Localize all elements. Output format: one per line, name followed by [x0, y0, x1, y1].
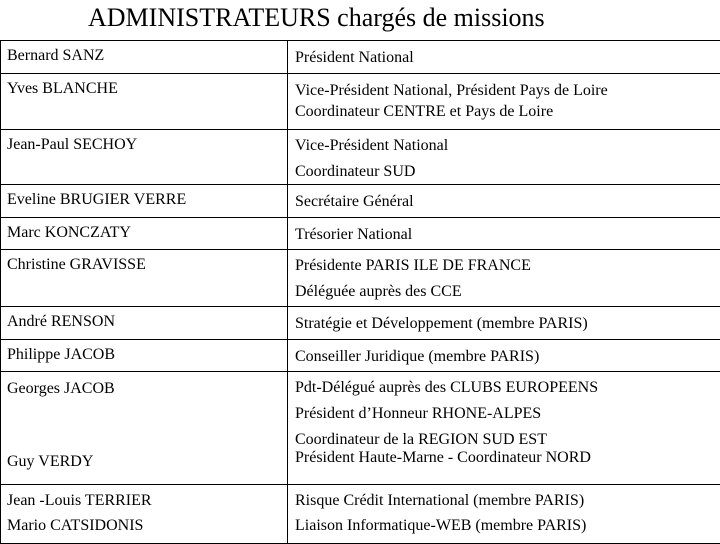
admin-role [288, 185, 720, 218]
admin-name: Georges JACOB [7, 378, 281, 399]
role-line: Vice-Président National, Président Pays de Loire [295, 80, 714, 101]
admin-name: Jean -Louis TERRIER [7, 491, 281, 511]
admin-role [288, 340, 720, 372]
admin-name: Marc KONCZATY [1, 218, 288, 250]
role-line: Conseiller Juridique (membre PARIS) [295, 346, 714, 367]
table-row [1, 340, 720, 372]
role-line: Président National [295, 47, 714, 68]
administrators-table [0, 40, 720, 544]
admin-role [288, 130, 720, 185]
admin-name: Philippe JACOB [1, 340, 288, 372]
role-line: Président Haute-Marne - Coordinateur NORD [295, 448, 714, 468]
role-line: Trésorier National [295, 224, 714, 245]
role-line: Coordinateur de la REGION SUD EST [295, 430, 714, 450]
admin-name: Eveline BRUGIER VERRE [1, 185, 288, 218]
admin-role [288, 250, 720, 307]
admin-name: Jean-Paul SECHOY [1, 130, 288, 185]
role-line: Vice-Président National [295, 136, 714, 156]
table-row [1, 250, 720, 307]
table-row [1, 372, 720, 485]
table-row [1, 185, 720, 218]
admin-names [1, 485, 288, 544]
admin-name: Guy VERDY [7, 451, 93, 472]
table-row [1, 485, 720, 544]
role-line: Liaison Informatique-WEB (membre PARIS) [295, 516, 714, 536]
role-line: Présidente PARIS ILE DE FRANCE [295, 256, 714, 276]
role-line: Risque Crédit International (membre PARIS) [295, 491, 714, 511]
admin-name: André RENSON [1, 307, 288, 340]
table-row [1, 41, 720, 74]
admin-role [288, 218, 720, 250]
table-row [1, 130, 720, 185]
admin-name: Yves BLANCHE [1, 74, 288, 130]
role-line: Coordinateur SUD [295, 161, 714, 183]
admin-role [288, 41, 720, 74]
role-line: Président d’Honneur RHONE-ALPES [295, 404, 714, 424]
admin-name: Mario CATSIDONIS [7, 516, 281, 536]
admin-name: Christine GRAVISSE [1, 250, 288, 307]
admin-role [288, 485, 720, 544]
admin-names [1, 372, 288, 485]
role-line: Coordinateur CENTRE et Pays de Loire [295, 101, 714, 122]
role-line: Stratégie et Développement (membre PARIS) [295, 313, 714, 334]
page-title: ADMINISTRATEURS chargés de missions [88, 2, 628, 34]
role-line: Pdt-Délégué auprès des CLUBS EUROPEENS [295, 378, 714, 398]
admin-role [288, 372, 720, 485]
table-row [1, 218, 720, 250]
admin-role [288, 307, 720, 340]
role-line: Déléguée auprès des CCE [295, 281, 714, 303]
role-line: Secrétaire Général [295, 191, 714, 212]
admin-role [288, 74, 720, 130]
admin-name: Bernard SANZ [1, 41, 288, 74]
table-row [1, 307, 720, 340]
table-row [1, 74, 720, 130]
